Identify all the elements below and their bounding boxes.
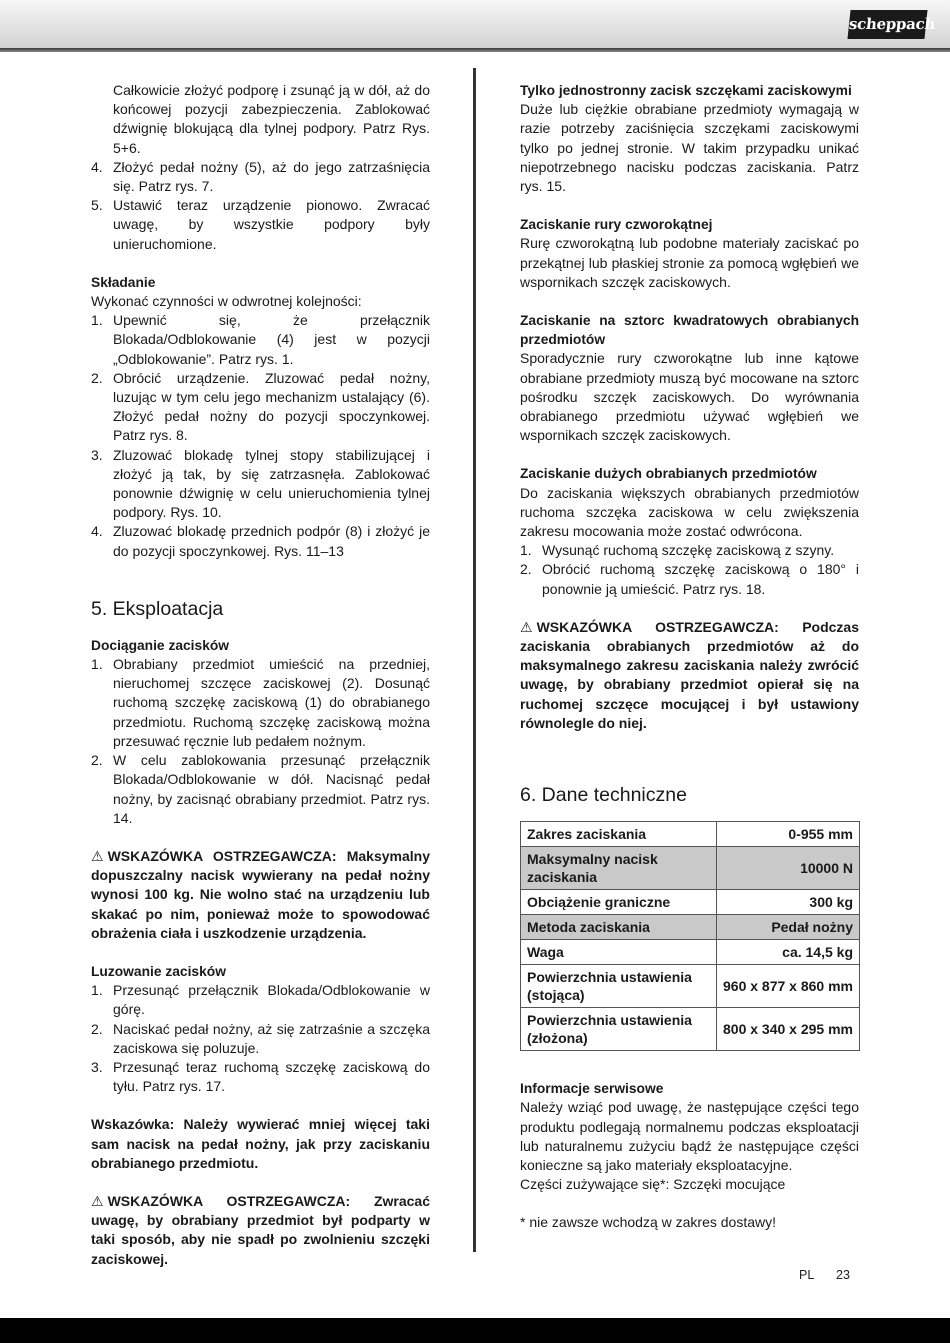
warning-triangle-icon: ⚠ bbox=[91, 1192, 104, 1209]
luzowanie-list bbox=[91, 981, 430, 1096]
list-item: 2. Naciskać pedał nożny, aż się zatrzaśnie a szczęka zaciskowa się poluzuje. bbox=[91, 1020, 430, 1056]
warning-triangle-icon: ⚠ bbox=[520, 618, 533, 635]
square-end-text: Sporadycznie rury czworokątne lub inne kątowe obrabiane przedmioty muszą być mocowane na sztorc pośrodku szczęk zaciskowych. Do wyrównania obrabianego przedmiotu używać wgłębień we wspornikach szczęk zaciskowych. bbox=[520, 350, 859, 444]
list-item: 1. Obrabiany przedmiot umieścić na przedniej, nieruchomej szczęce zaciskowej (2). Dosunąć ruchomą szczękę zaciskową (1) do obrabianego przedmiotu. Ruchomą szczękę zaciskową można przesuwać ręcznie lub pedałem nożnym. bbox=[91, 656, 430, 749]
dociaganie-heading: Dociąganie zacisków bbox=[91, 637, 230, 653]
brand-logo: scheppach bbox=[847, 10, 927, 39]
hint-block: Wskazówka: Należy wywierać mniej więcej taki sam nacisk na pedał nożny, jak przy zaciskaniu obrabianego przedmiotu. bbox=[91, 1116, 430, 1171]
warning-block-1: ⚠ WSKAZÓWKA OSTRZEGAWCZA: Maksymalny dopuszczalny nacisk wywierany na pedał nożny wynosi 100 kg. Nie wolno stać na urządzeniu lub skakać po nim, ponieważ może to spowodować obrażenia ciała i uszkodzenie urządzenia. bbox=[91, 847, 430, 941]
left-column bbox=[91, 81, 430, 1269]
column-divider bbox=[473, 68, 476, 1252]
list-item: 2. Obrócić urządzenie. Zluzować pedał nożny, luzując w tym celu jego mechanizm ustalający (6). Złożyć pedał nożny do pozycji spoczynkowej. Patrz rys. 8. bbox=[91, 369, 430, 444]
large-text: Do zaciskania większych obrabianych przedmiotów ruchoma szczęka zaciskowa w celu zwiększenia zakresu mocowania może zostać odwrócona. bbox=[520, 484, 859, 540]
square-end-heading: Zaciskanie na sztorc kwadratowych obrabianych przedmiotów bbox=[520, 313, 859, 348]
table-row: Obciążenie graniczne 300 kg bbox=[521, 890, 860, 915]
header-bar bbox=[0, 0, 950, 48]
one-side-heading: Tylko jednostronny zacisk szczękami zaciskowymi bbox=[520, 83, 852, 98]
square-tube-text: Rurę czworokątną lub podobne materiały zaciskać po przekątnej lub płaskiej stronie za pomocą wgłębień we wspornikach szczęk zaciskowych. bbox=[520, 235, 859, 290]
list-item: 1. Wysunąć ruchomą szczękę zaciskową z szyny. bbox=[520, 542, 835, 559]
tech-data-table bbox=[520, 821, 860, 1051]
list-item: 1. Upewnić się, że przełącznik Blokada/Odblokowanie (4) jest w pozycji „Odblokowanie”. Patrz rys. 1. bbox=[91, 312, 430, 367]
warning-block-2: ⚠ WSKAZÓWKA OSTRZEGAWCZA: Zwracać uwagę, by obrabiany przedmiot był podparty w taki sposób, aby nie spadł po zwolnieniu szczęki zaciskowej. bbox=[91, 1192, 430, 1267]
service-parts: Części zużywające się*: Szczęki mocujące bbox=[520, 1176, 786, 1193]
list-item: 1. Przesunąć przełącznik Blokada/Odblokowanie w górę. bbox=[91, 982, 430, 1018]
table-row: Metoda zaciskania Pedał nożny bbox=[521, 915, 860, 940]
list-item: 2. Obrócić ruchomą szczękę zaciskową o 180° i ponownie ją umieścić. Patrz rys. 18. bbox=[520, 561, 859, 597]
list-item: 4. Zluzować blokadę przednich podpór (8) i złożyć je do pozycji spoczynkowej. Rys. 11–13 bbox=[91, 523, 430, 559]
luzowanie-heading: Luzowanie zacisków bbox=[91, 963, 226, 979]
table-row: Waga ca. 14,5 kg bbox=[521, 940, 860, 965]
page-number: 23 bbox=[836, 1268, 850, 1282]
list-item: 4. Złożyć pedał nożny (5), aż do jego zatrzaśnięcia się. Patrz rys. 7. bbox=[91, 158, 430, 195]
list-item: 3. Przesunąć teraz ruchomą szczękę zaciskową do tyłu. Patrz rys. 17. bbox=[91, 1058, 430, 1095]
list-item: 3. Zluzować blokadę tylnej stopy stabilizującej i złożyć ją tak, by się zatrzasnęła. Zablokować ponownie dźwignię w celu unieruchomienia tylnej podpory. Rys. 10. bbox=[91, 446, 430, 521]
service-text: Należy wziąć pod uwagę, że następujące części tego produktu podlegają normalnemu podczas eksploatacji lub naturalnemu zużyciu bądź że następujące części konieczne są jako materiały eksploatacyjne. bbox=[520, 1099, 859, 1173]
section-5-title: 5. Eksploatacja bbox=[91, 597, 224, 620]
table-row: Powierzchnia ustawienia (stojąca) 960 x 877 x 860 mm bbox=[521, 965, 860, 1008]
footer-language: PL bbox=[799, 1268, 815, 1282]
footer-bar bbox=[0, 1318, 950, 1343]
skladanie-intro: Wykonać czynności w odwrotnej kolejności: bbox=[91, 293, 362, 310]
large-heading: Zaciskanie dużych obrabianych przedmiotów bbox=[520, 466, 817, 482]
header-shadow bbox=[0, 48, 950, 52]
skladanie-list bbox=[91, 311, 430, 561]
footnote: * nie zawsze wchodzą w zakres dostawy! bbox=[520, 1214, 776, 1231]
right-column bbox=[520, 81, 859, 1233]
table-row: Maksymalny nacisk zaciskania 10000 N bbox=[521, 847, 860, 890]
table-row: Zakres zaciskania 0-955 mm bbox=[521, 822, 860, 847]
square-tube-heading: Zaciskanie rury czworokątnej bbox=[520, 217, 713, 233]
skladanie-heading: Składanie bbox=[91, 274, 156, 290]
dociaganie-list bbox=[91, 655, 430, 828]
large-list bbox=[520, 541, 859, 599]
warning-triangle-icon: ⚠ bbox=[91, 847, 104, 864]
warning-block-3: ⚠ WSKAZÓWKA OSTRZEGAWCZA: Podczas zaciskania obrabianych przedmiotów aż do maksymalnego zakresu zaciskania należy zwrócić uwagę, by obrabiany przedmiot opierał się na ruchomej szczęce mocującej i był ustawiony równolegle do niej. bbox=[520, 618, 859, 731]
one-side-text: Duże lub ciężkie obrabiane przedmioty wymagają w razie potrzeby zaciśnięcia szczękami zaciskowymi tylko po jednej stronie. W takim przypadku unikać niepotrzebnego nacisku podczas zaciskania. Patrz rys. 15. bbox=[520, 101, 859, 195]
service-heading: Informacje serwisowe bbox=[520, 1081, 664, 1097]
list-item: 2. W celu zablokowania przesunąć przełącznik Blokada/Odblokowanie w dół. Nacisnąć pedał nożny, by zacisnąć obrabiany przedmiot. Patrz rys. 14. bbox=[91, 752, 430, 826]
continued-paragraph: Całkowicie złożyć podporę i zsunąć ją w dół, aż do końcowej pozycji zabezpieczenia. Zablokować dźwignię blokującą dla tylnej podpory. Patrz Rys. 5+6. bbox=[113, 82, 430, 156]
section-6-title: 6. Dane techniczne bbox=[520, 784, 687, 807]
continued-list bbox=[91, 158, 430, 254]
list-item: 5. Ustawić teraz urządzenie pionowo. Zwracać uwagę, by wszystkie podpory były unieruchomione. bbox=[91, 197, 430, 252]
table-row: Powierzchnia ustawienia (złożona) 800 x 340 x 295 mm bbox=[521, 1008, 860, 1051]
